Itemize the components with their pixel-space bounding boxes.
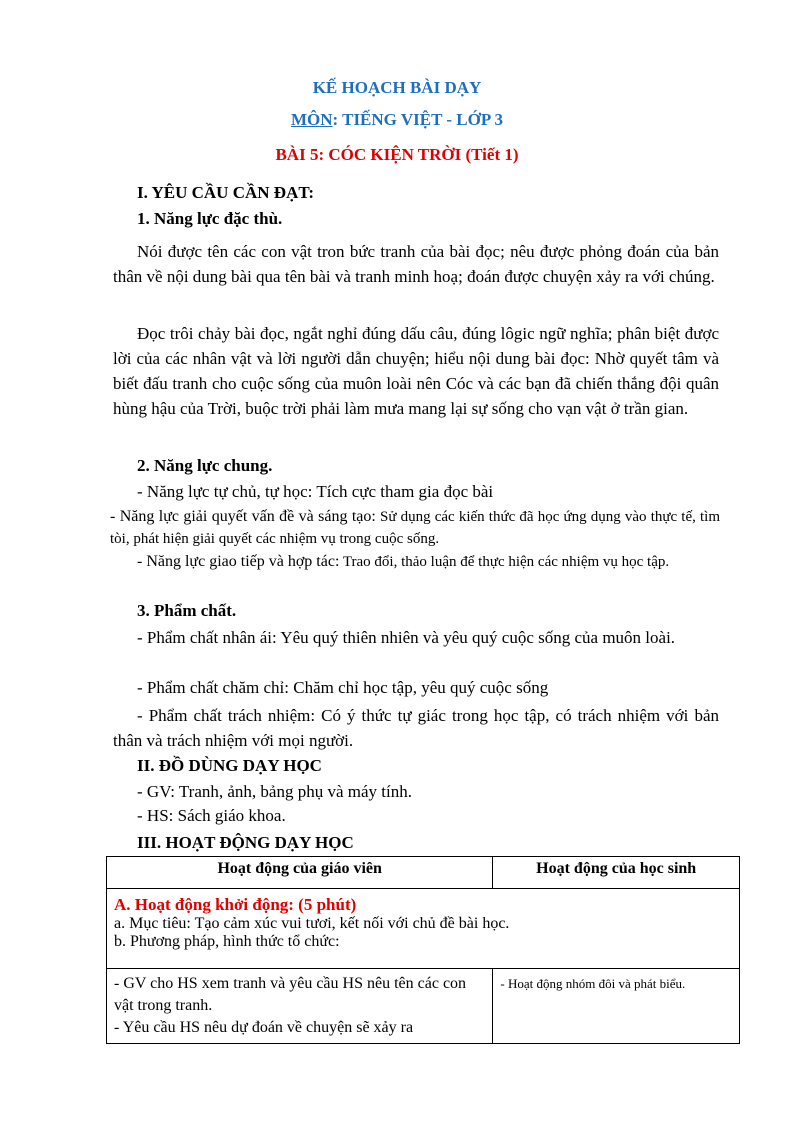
- competency-2-lead: - Năng lực giải quyết vấn đề và sáng tạo:: [110, 508, 376, 525]
- para-specific-2: Đọc trôi chảy bài đọc, ngắt nghỉ đúng dấu câu, đúng lôgic ngữ nghĩa; phân biệt được lời của các nhân vật và lời người dẫn chuyện; hiểu nội dung bài đọc: Nhờ quyết tâm và biết đấu tranh cho cuộc sống của muôn loài nên Cóc và các bạn đã chiến thắng đội quân hùng hậu của Trời, buộc trời phải làm mưa mang lại sự sống cho vạn vật ở trần gian.: [113, 324, 719, 418]
- quality-1: - Phẩm chất nhân ái: Yêu quý thiên nhiên và yêu quý cuộc sống của muôn loài.: [137, 628, 676, 647]
- competency-3-lead: - Năng lực giao tiếp và hợp tác:: [137, 553, 340, 570]
- doc-title: KẾ HOẠCH BÀI DẠY: [312, 78, 482, 97]
- subject-prefix: MÔN: [290, 110, 333, 129]
- teacher-step-2: - Yêu cầu HS nêu dự đoán về chuyện sẽ xảy ra: [114, 1019, 414, 1036]
- competency-3-rest: Trao đổi, thảo luận để thực hiện các nhiệm vụ học tập.: [339, 554, 670, 570]
- material-gv: - GV: Tranh, ảnh, bảng phụ và máy tính.: [137, 782, 412, 801]
- lesson-title: BÀI 5: CÓC KIỆN TRỜI (Tiết 1): [275, 145, 519, 164]
- warmup-goal: a. Mục tiêu: Tạo cảm xúc vui tươi, kết nối với chủ đề bài học.: [114, 915, 510, 932]
- competency-2: [110, 506, 720, 550]
- warmup-title: A. Hoạt động khởi động: (5 phút): [114, 895, 357, 914]
- warmup-method: b. Phương pháp, hình thức tổ chức:: [114, 933, 340, 950]
- competency-2-rest: Sử dụng các kiến thức đã học ứng dụng vào thực tế, tìm tòi, phát hiện giải quyết các nhiệm vụ trong cuộc sống.: [110, 509, 720, 547]
- col-student-header: Hoạt động của học sinh: [493, 857, 740, 889]
- competency-3: [113, 551, 719, 573]
- subject-rest: : TIẾNG VIỆT - LỚP 3: [332, 110, 504, 129]
- quality-3: - Phẩm chất trách nhiệm: Có ý thức tự giác trong học tập, có trách nhiệm với bản thân và trách nhiệm với mọi người.: [113, 706, 719, 750]
- student-cell: [493, 969, 740, 1044]
- activity-table: [106, 856, 740, 1044]
- table-row: [107, 889, 740, 969]
- teacher-step-1: - GV cho HS xem tranh và yêu cầu HS nêu tên các con vật trong tranh.: [114, 975, 467, 1014]
- warmup-cell: [107, 889, 740, 969]
- material-hs: - HS: Sách giáo khoa.: [137, 806, 286, 825]
- section2-heading: II. ĐỒ DÙNG DẠY HỌC: [137, 756, 322, 775]
- section3-heading: III. HOẠT ĐỘNG DẠY HỌC: [137, 833, 354, 852]
- section1-sub1: 1. Năng lực đặc thù.: [137, 209, 283, 228]
- col-teacher-header: Hoạt động của giáo viên: [107, 857, 493, 889]
- section1-heading: I. YÊU CẦU CẦN ĐẠT:: [137, 183, 315, 202]
- para-specific-1: Nói được tên các con vật tron bức tranh của bài đọc; nêu được phỏng đoán của bản thân về nội dung bài qua tên bài và tranh minh hoạ; đoán được chuyện xảy ra với chúng.: [113, 242, 719, 286]
- section1-sub3: 3. Phẩm chất.: [137, 601, 237, 620]
- quality-2: - Phẩm chất chăm chỉ: Chăm chỉ học tập, yêu quý cuộc sống: [137, 678, 549, 697]
- section1-sub2: 2. Năng lực chung.: [137, 456, 273, 475]
- table-row: [107, 969, 740, 1044]
- table-header-row: [107, 857, 740, 889]
- subject-line: [0, 110, 794, 130]
- student-step-1: - Hoạt động nhóm đôi và phát biểu.: [500, 976, 686, 991]
- teacher-cell: [107, 969, 493, 1044]
- competency-1: - Năng lực tự chủ, tự học: Tích cực tham gia đọc bài: [137, 482, 494, 501]
